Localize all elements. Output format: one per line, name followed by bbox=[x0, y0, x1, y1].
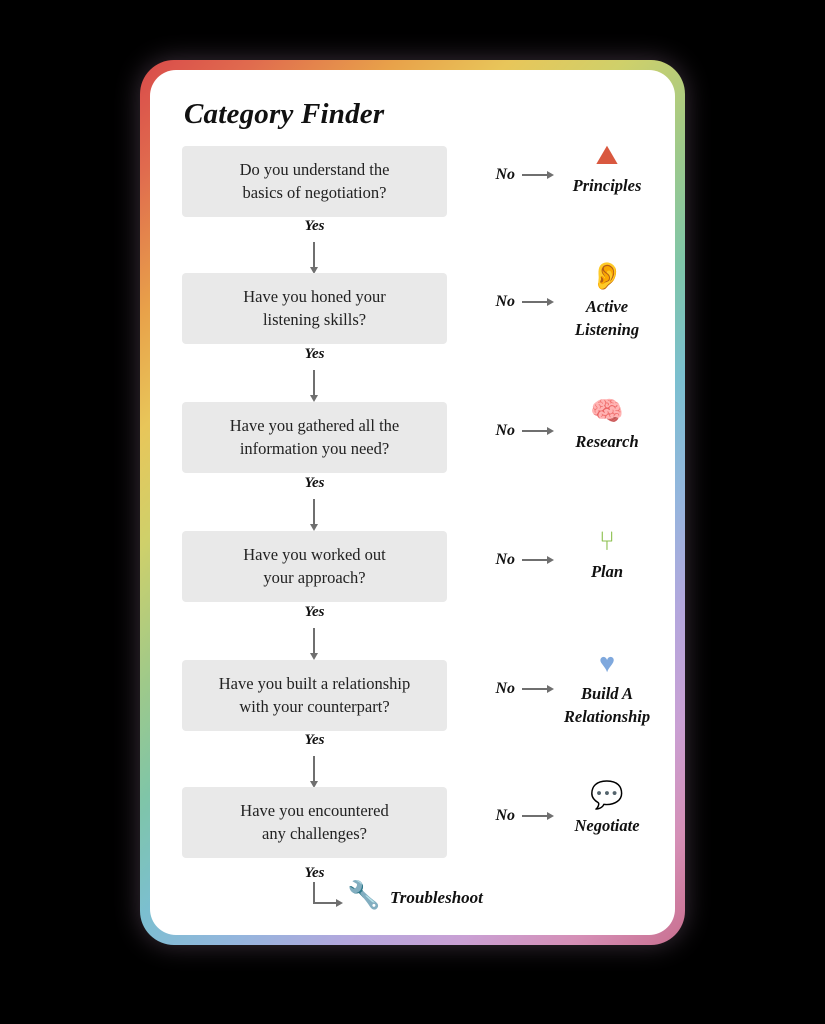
question-line-1: Do you understand the bbox=[239, 160, 390, 179]
final-elbow-vertical bbox=[313, 882, 315, 904]
yes-label-4: Yes bbox=[304, 604, 325, 620]
heart-icon: ♥ bbox=[598, 648, 616, 678]
yes-arrow-3 bbox=[313, 499, 315, 525]
category-label-5a: Build A bbox=[580, 684, 634, 703]
question-box-5[interactable] bbox=[182, 660, 447, 731]
speech-bubbles-icon: 💬 bbox=[590, 780, 624, 810]
question-line-1: Have you honed your bbox=[243, 287, 386, 306]
no-arrow-5 bbox=[522, 688, 548, 690]
no-arrow-6 bbox=[522, 815, 548, 817]
no-label-5: No bbox=[495, 680, 515, 697]
card-frame bbox=[140, 60, 685, 945]
yes-arrow-2 bbox=[313, 370, 315, 396]
question-box-2[interactable] bbox=[182, 273, 447, 344]
no-arrow-1 bbox=[522, 174, 548, 176]
yes-label-final: Yes bbox=[304, 865, 325, 881]
yes-label-3: Yes bbox=[304, 475, 325, 491]
category-6[interactable] bbox=[548, 782, 666, 837]
category-label-1: Principles bbox=[572, 176, 642, 195]
category-label-2a: Active bbox=[585, 297, 629, 316]
wrench-icon: 🔧 bbox=[347, 880, 381, 910]
no-arrow-3 bbox=[522, 430, 548, 432]
network-nodes-icon: ⑂ bbox=[598, 526, 616, 556]
category-label-4: Plan bbox=[590, 562, 624, 581]
yes-label-2: Yes bbox=[304, 346, 325, 362]
page-title: Category Finder bbox=[184, 98, 385, 130]
category-finder-card bbox=[150, 70, 675, 935]
category-label-6: Negotiate bbox=[574, 816, 640, 835]
question-line-1: Have you worked out bbox=[243, 545, 386, 564]
yes-label-5: Yes bbox=[304, 732, 325, 748]
question-line-1: Have you gathered all the bbox=[229, 416, 400, 435]
question-line-1: Have you encountered bbox=[240, 801, 389, 820]
question-line-2: basics of negotiation? bbox=[242, 183, 387, 203]
question-line-2: listening skills? bbox=[262, 310, 367, 330]
no-label-1: No bbox=[495, 166, 515, 183]
no-label-4: No bbox=[495, 551, 515, 568]
no-label-2: No bbox=[495, 293, 515, 310]
yes-arrow-1 bbox=[313, 242, 315, 268]
category-label-3: Research bbox=[575, 432, 639, 451]
yes-arrow-4 bbox=[313, 628, 315, 654]
category-5[interactable] bbox=[548, 650, 666, 727]
brain-icon: 🧠 bbox=[590, 396, 624, 426]
no-arrow-2 bbox=[522, 301, 548, 303]
question-box-3[interactable] bbox=[182, 402, 447, 473]
no-label-3: No bbox=[495, 422, 515, 439]
question-line-1: Have you built a relationship bbox=[218, 674, 411, 693]
category-3[interactable] bbox=[548, 398, 666, 453]
category-1[interactable] bbox=[548, 142, 666, 197]
question-box-6[interactable] bbox=[182, 787, 447, 858]
category-2[interactable] bbox=[548, 263, 666, 340]
no-label-6: No bbox=[495, 807, 515, 824]
question-line-2: with your counterpart? bbox=[239, 697, 390, 717]
question-box-1[interactable] bbox=[182, 146, 447, 217]
final-elbow-arrow bbox=[313, 902, 337, 904]
yes-arrow-5 bbox=[313, 756, 315, 782]
category-4[interactable] bbox=[548, 528, 666, 583]
question-line-2: any challenges? bbox=[262, 824, 367, 844]
category-label-2b: Listening bbox=[574, 319, 640, 339]
question-box-4[interactable] bbox=[182, 531, 447, 602]
category-label-final[interactable]: Troubleshoot bbox=[390, 888, 483, 907]
listening-ear-icon: 👂 bbox=[590, 261, 624, 291]
question-line-2: information you need? bbox=[239, 439, 390, 459]
question-line-2: your approach? bbox=[263, 568, 366, 588]
no-arrow-4 bbox=[522, 559, 548, 561]
mountain-icon: ⛰ bbox=[595, 140, 619, 170]
category-label-5b: Relationship bbox=[563, 706, 651, 726]
yes-label-1: Yes bbox=[304, 218, 325, 234]
